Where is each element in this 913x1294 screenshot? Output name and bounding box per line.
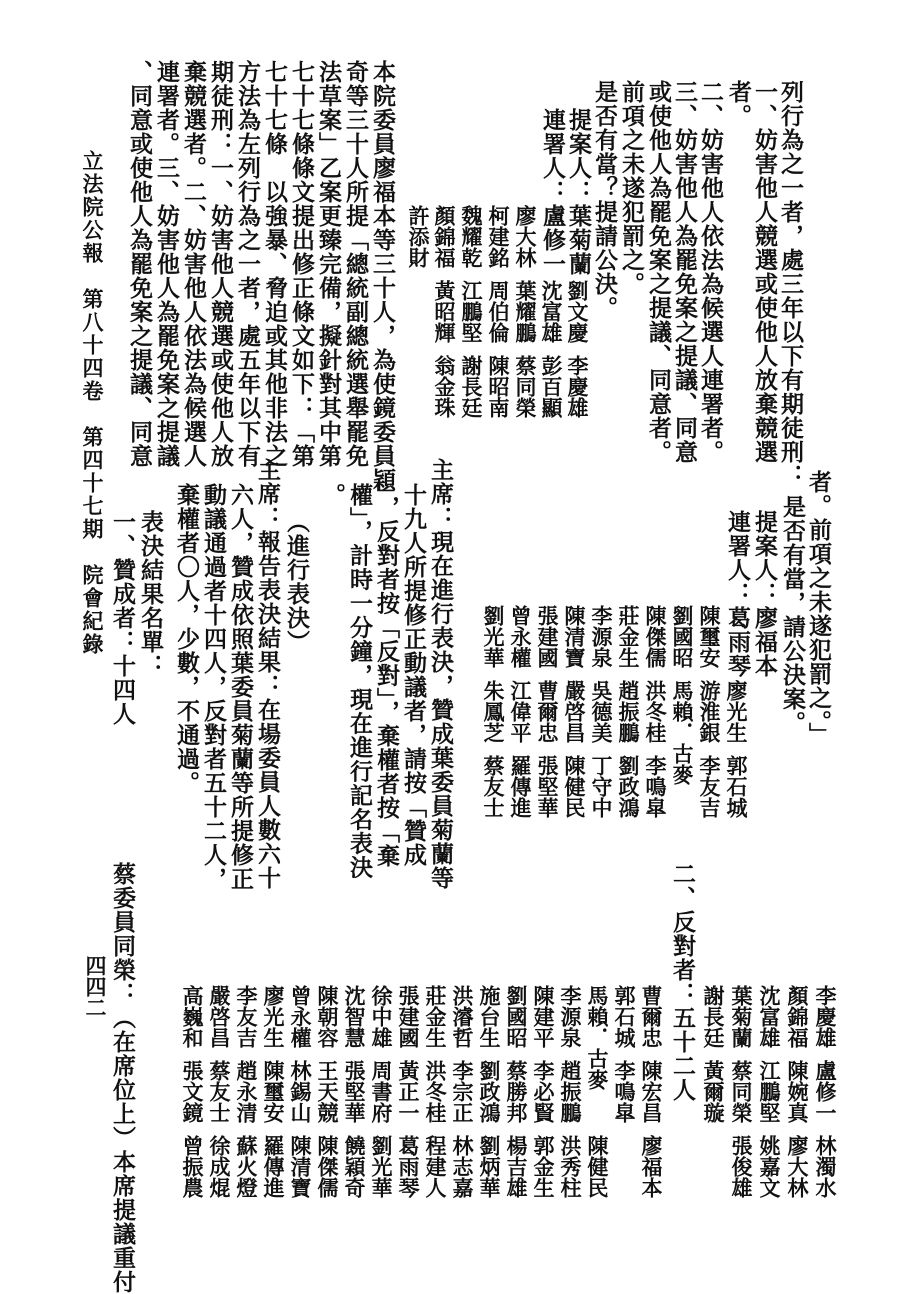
vote-name: 陳建平: [531, 985, 556, 1048]
text-line: 期徒刑：一、妨害他人競選或使他人放: [207, 60, 234, 468]
cosigner-name: 周伯倫: [486, 280, 511, 343]
cosigner-name: 黃昭輝: [432, 280, 457, 343]
vote-name: 陳璽安: [261, 1060, 286, 1123]
cosigner-name: 游淮銀: [697, 680, 722, 743]
text-line: 前項之未遂犯罰之。: [618, 80, 645, 296]
text-line: 奇等三十人所提「總統副總統選舉罷免: [342, 60, 369, 468]
vote-name: 趙永清: [234, 1060, 259, 1123]
cosigner-name: 朱鳳芝: [481, 680, 506, 743]
text-line: 蔡委員同榮：（在席位上）本席提議重付: [109, 862, 136, 1294]
publication-header: [80, 150, 104, 656]
cosigner-name: 嚴啓昌: [562, 680, 587, 743]
cosigner-name: 廖大林: [513, 205, 538, 268]
vote-name: 洪秀柱: [558, 1135, 583, 1198]
text-line: 三、妨害他人為罷免案之提議、同意: [671, 80, 698, 464]
volume: 第八十四卷: [80, 288, 105, 403]
opposition-heading: 二、反對者：五十二人: [669, 862, 696, 1102]
proposer-line: 提案人：廖福本: [751, 510, 778, 678]
vote-name: 沈智慧: [342, 985, 367, 1048]
text-line: 六人，贊成依照葉委員菊蘭等所提修正: [227, 483, 254, 891]
vote-name: 顏錦福: [785, 985, 810, 1048]
text-line: 表決結果名單：: [137, 510, 164, 678]
proposer-name: 劉文慶: [565, 280, 590, 343]
text-line: 動議通過者十四人，反對者五十二人，: [200, 483, 227, 891]
vote-name: 葉菊蘭: [729, 985, 754, 1048]
text-line: 法草案」乙案更臻完備，擬針對其中第: [315, 60, 342, 468]
vote-name: 張俊雄: [729, 1135, 754, 1198]
cosigner-name: 李源泉: [589, 605, 614, 668]
vote-name: 廖大林: [785, 1135, 810, 1198]
vote-name: 劉政鴻: [477, 1060, 502, 1123]
vote-name: 江鵬堅: [757, 1060, 782, 1123]
vote-name: 李源泉: [558, 985, 583, 1048]
vote-name: 羅傳進: [261, 1135, 286, 1198]
text-line: 權」，計時一分鐘，現在進行記名表決: [346, 483, 373, 880]
vote-name: 郭金生: [531, 1135, 556, 1198]
vote-name: 王天競: [315, 1060, 340, 1123]
vote-name: 曾振農: [180, 1135, 205, 1198]
vote-name: 陳傑儒: [315, 1135, 340, 1198]
text-line: 列行為之一者，處三年以下有期徒刑：: [777, 80, 804, 488]
vote-name: 張文鏡: [180, 1060, 205, 1123]
text-line: 二、妨害他人依法為候選人連署者。: [697, 80, 724, 464]
cosigner-name: 劉國昭: [670, 605, 695, 668]
cosigner-name: 許添財: [406, 205, 431, 268]
vote-name: 嚴啓昌: [207, 985, 232, 1048]
text-line: 七十七條條文提出修正條文如下：「第: [288, 60, 315, 468]
vote-name: 洪冬桂: [423, 1060, 448, 1123]
text-line: 主席：報告表決結果：在場委員人數六十: [254, 458, 281, 890]
vote-name: 廖福本: [639, 1135, 664, 1198]
vote-name: 李必賢: [531, 1060, 556, 1123]
vote-name: 姚嘉文: [757, 1135, 782, 1198]
vote-name: 陳婉真: [785, 1060, 810, 1123]
cosigner-name: 趙振鵬: [616, 680, 641, 743]
cosigner-name: 吳德美: [589, 680, 614, 743]
publication-name: 立法院公報: [80, 150, 105, 265]
text-line: 是否有當？提請公決。: [591, 80, 618, 320]
vote-name: 蔡同榮: [729, 1060, 754, 1123]
proposer-line: 提案人：葉菊蘭: [565, 108, 592, 276]
text-line: 主席：現在進行表決，贊成葉委員菊蘭等: [427, 458, 454, 890]
vote-name: 施台生: [477, 985, 502, 1048]
cosigner-name: 郭石城: [724, 755, 749, 818]
text-line: 是否有當，請公決案。: [779, 495, 806, 735]
cosigner-name: 羅傳進: [508, 755, 533, 818]
vote-name: 趙振鵬: [558, 1060, 583, 1123]
text-line: 一、妨害他人競選或使他人放棄競選: [751, 80, 778, 464]
vote-name: 陳清寶: [288, 1135, 313, 1198]
text-line: 或使他人為罷免案之提議、同意者。: [645, 80, 672, 464]
issue: 第四十七期: [80, 426, 105, 541]
cosigner-name: 陳昭南: [486, 355, 511, 418]
cosigner-name: 翁金珠: [432, 355, 457, 418]
vote-name: 沈富雄: [757, 985, 782, 1048]
cosigner-name: 劉光華: [481, 605, 506, 668]
cosigner-name: 李鳴皐: [643, 755, 668, 818]
cosigner-name: 蔡同榮: [513, 355, 538, 418]
cosigner-name: 謝長廷: [459, 355, 484, 418]
text-line: 一、贊成者：十四人: [109, 510, 136, 726]
cosigner-name: 蔡友士: [481, 755, 506, 818]
cosigner-line: 連署人：盧修一: [539, 108, 566, 276]
page-number: 四四二: [83, 955, 108, 1018]
vote-name: 黃正一: [396, 1060, 421, 1123]
cosigner-name: 江偉平: [508, 680, 533, 743]
vote-name: 林錫山: [288, 1060, 313, 1123]
vote-name: 張堅華: [342, 1060, 367, 1123]
vote-name: 郭石城: [612, 985, 637, 1048]
proposer-name: 李慶雄: [565, 355, 590, 418]
cosigner-name: 曹爾忠: [535, 680, 560, 743]
vote-name: 莊金生: [423, 985, 448, 1048]
cosigner-line: 連署人：葛雨琴: [724, 510, 751, 678]
cosigner-name: 陳傑儒: [643, 605, 668, 668]
vote-name: 黃爾璇: [701, 1060, 726, 1123]
text-line: 棄競選者。二、妨害他人依法為候選人: [180, 60, 207, 468]
vote-name: 徐成焜: [207, 1135, 232, 1198]
vote-name: 劉炳華: [477, 1135, 502, 1198]
vote-name: 葛雨琴: [396, 1135, 421, 1198]
vote-name: 高巍和: [180, 985, 205, 1048]
section: 院會紀錄: [80, 564, 105, 656]
cosigner-name: 顏錦福: [432, 205, 457, 268]
cosigner-name: 曾永權: [508, 605, 533, 668]
cosigner-name: 馬賴．古麥: [670, 680, 695, 785]
vote-name: 曾永權: [288, 985, 313, 1048]
cosigner-name: 廖光生: [724, 680, 749, 743]
vote-name: 陳宏昌: [639, 1060, 664, 1123]
vote-name: 蘇火燈: [234, 1135, 259, 1198]
cosigner-name: 彭百顯: [539, 355, 564, 418]
vote-name: 謝長廷: [701, 985, 726, 1048]
text-line: 、同意或使他人為罷免案之提議、同意: [126, 60, 153, 468]
vote-name: 張建國: [396, 985, 421, 1048]
vote-name: 徐中雄: [369, 985, 394, 1048]
vote-name: 劉國昭: [504, 985, 529, 1048]
cosigner-name: 沈富雄: [539, 280, 564, 343]
cosigner-name: 莊金生: [616, 605, 641, 668]
vote-name: 李友吉: [234, 985, 259, 1048]
cosigner-name: 張建國: [535, 605, 560, 668]
vote-name: 李鳴皐: [612, 1060, 637, 1123]
cosigner-name: 陳健民: [562, 755, 587, 818]
vote-name: 李慶雄: [813, 985, 838, 1048]
vote-name: 程建人: [423, 1135, 448, 1198]
vote-name: 蔡勝邦: [504, 1060, 529, 1123]
vote-name: 盧修一: [813, 1060, 838, 1123]
cosigner-name: 丁守中: [589, 755, 614, 818]
vote-name: 陳朝容: [315, 985, 340, 1048]
cosigner-name: 陳璽安: [697, 605, 722, 668]
vote-name: 李宗正: [450, 1060, 475, 1123]
cosigner-name: 魏耀乾: [459, 205, 484, 268]
text-line: 。: [319, 483, 346, 507]
text-line: 七十七條 以強暴、脅迫或其他非法之: [261, 60, 288, 468]
cosigner-name: 江鵬堅: [459, 280, 484, 343]
text-line: 棄權者〇人，少數，不通過。: [173, 483, 200, 795]
cosigner-name: 洪冬桂: [643, 680, 668, 743]
text-line: 」，反對者按「反對」，棄權者按「棄: [373, 483, 400, 868]
vote-name: 楊吉雄: [504, 1135, 529, 1198]
cosigner-name: 張堅華: [535, 755, 560, 818]
vote-name: 陳健民: [585, 1135, 610, 1198]
vote-name: 廖光生: [261, 985, 286, 1048]
vote-name: 饒穎奇: [342, 1135, 367, 1198]
text-line: 方法為左列行為之一者，處五年以下有: [234, 60, 261, 468]
text-line: （進行表決）: [283, 510, 310, 654]
text-line: 本院委員廖福本等三十人，為使鏡委員穎: [369, 60, 396, 492]
text-line: 者。: [725, 80, 752, 128]
cosigner-name: 劉政鴻: [616, 755, 641, 818]
vote-name: 洪濬哲: [450, 985, 475, 1048]
cosigner-name: 葉耀鵬: [513, 280, 538, 343]
cosigner-name: 柯建銘: [486, 205, 511, 268]
vote-name: 周書府: [369, 1060, 394, 1123]
vote-name: 蔡友士: [207, 1060, 232, 1123]
vote-name: 劉光華: [369, 1135, 394, 1198]
text-line: 十九人所提修正動議者，請按「贊成: [400, 483, 427, 867]
cosigner-name: 陳清寶: [562, 605, 587, 668]
vote-name: 林志嘉: [450, 1135, 475, 1198]
cosigner-name: 李友吉: [697, 755, 722, 818]
text-line: 連署者。三、妨害他人為罷免案之提議: [153, 60, 180, 468]
vote-name: 林濁水: [813, 1135, 838, 1198]
text-line: 者。前項之未遂犯罰之。」: [805, 470, 832, 747]
vote-name: 馬賴．古麥: [585, 985, 610, 1090]
vote-name: 曹爾忠: [639, 985, 664, 1048]
